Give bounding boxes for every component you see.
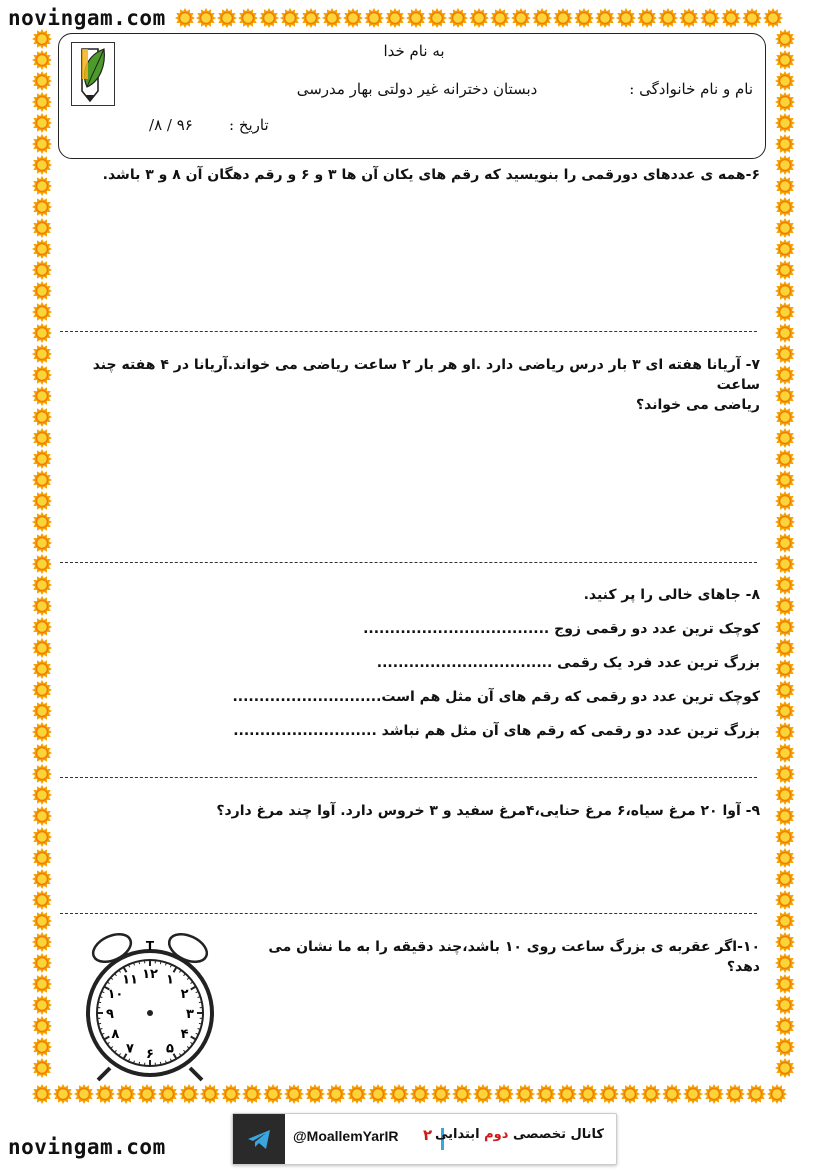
sun-ornament — [32, 617, 52, 637]
sun-ornament — [32, 869, 52, 889]
sun-ornament — [775, 911, 795, 931]
sun-ornament — [32, 197, 52, 217]
sun-ornament — [775, 785, 795, 805]
sun-ornament — [263, 1084, 283, 1104]
sun-ornament — [775, 974, 795, 994]
sun-ornament — [32, 575, 52, 595]
sun-ornament — [32, 1058, 52, 1078]
sun-ornament — [326, 1084, 346, 1104]
channel-handle[interactable]: @MoallemYarIR — [293, 1128, 399, 1144]
sun-ornament — [775, 365, 795, 385]
header-box — [58, 33, 766, 159]
date-label: تاریخ : — [229, 116, 269, 134]
sun-ornament — [775, 113, 795, 133]
sun-ornament — [179, 1084, 199, 1104]
watermark-top: novingam.com — [8, 6, 166, 30]
sun-ornament — [343, 8, 363, 28]
separator — [60, 913, 757, 914]
sun-ornament — [775, 218, 795, 238]
sun-ornament — [32, 218, 52, 238]
sun-ornament — [385, 8, 405, 28]
sun-ornament — [116, 1084, 136, 1104]
sun-ornament — [32, 449, 52, 469]
sun-ornament — [775, 953, 795, 973]
sun-ornament — [775, 449, 795, 469]
sun-ornament — [158, 1084, 178, 1104]
sun-ornament — [775, 596, 795, 616]
sun-ornament — [32, 386, 52, 406]
sun-ornament — [725, 1084, 745, 1104]
sun-ornament — [364, 8, 384, 28]
sun-ornament — [662, 1084, 682, 1104]
clock-numeral: ۴ — [180, 1027, 189, 1042]
sun-ornament — [641, 1084, 661, 1104]
sun-ornament — [775, 134, 795, 154]
sun-ornament — [32, 302, 52, 322]
sun-ornament — [32, 890, 52, 910]
sun-ornament — [32, 1037, 52, 1057]
sun-ornament — [763, 8, 783, 28]
telegram-button[interactable] — [233, 1114, 285, 1164]
sun-ornament — [679, 8, 699, 28]
sun-ornament — [74, 1084, 94, 1104]
sun-ornament — [775, 407, 795, 427]
sun-ornament — [259, 8, 279, 28]
sun-ornament — [32, 50, 52, 70]
sun-ornament — [511, 8, 531, 28]
sun-ornament — [32, 533, 52, 553]
sun-ornament — [32, 659, 52, 679]
sun-ornament — [775, 743, 795, 763]
sun-ornament — [700, 8, 720, 28]
sun-ornament — [775, 659, 795, 679]
sun-ornament — [616, 8, 636, 28]
sun-ornament — [32, 932, 52, 952]
sun-ornament — [368, 1084, 388, 1104]
sun-ornament — [775, 491, 795, 511]
sun-ornament — [95, 1084, 115, 1104]
sun-ornament — [775, 155, 795, 175]
sun-ornament — [137, 1084, 157, 1104]
sun-ornament — [32, 764, 52, 784]
clock-tick — [160, 961, 161, 964]
sun-ornament — [574, 8, 594, 28]
clock-numeral: ۲ — [180, 987, 189, 1002]
sun-ornament — [32, 1016, 52, 1036]
clock-tick — [139, 961, 140, 964]
question-10: ۱۰-اگر عقربه ی بزرگ ساعت روی ۱۰ باشد،چند دقیقه را به ما نشان می دهد؟ — [268, 939, 760, 975]
sun-ornament — [221, 1084, 241, 1104]
sun-ornament — [473, 1084, 493, 1104]
telegram-banner[interactable] — [232, 1113, 617, 1165]
sun-ornament — [775, 869, 795, 889]
sun-ornament — [775, 386, 795, 406]
sun-ornament — [775, 848, 795, 868]
channel-grade: دوم — [484, 1127, 509, 1142]
sun-ornament — [32, 848, 52, 868]
sun-ornament — [775, 995, 795, 1015]
sun-ornament — [599, 1084, 619, 1104]
clock-tick — [98, 1023, 101, 1024]
alarm-clock-icon — [80, 928, 220, 1083]
clock-numeral: ۱ — [166, 972, 174, 988]
sun-ornament — [775, 71, 795, 91]
sun-ornament — [32, 155, 52, 175]
sun-ornament — [32, 92, 52, 112]
sun-ornament — [32, 995, 52, 1015]
clock-numeral: ۶ — [146, 1047, 154, 1062]
sun-ornament — [32, 722, 52, 742]
sun-ornament — [32, 953, 52, 973]
sun-ornament — [515, 1084, 535, 1104]
clock-tick — [98, 1002, 101, 1003]
sun-ornament — [406, 8, 426, 28]
sun-ornament — [595, 8, 615, 28]
sun-ornament — [448, 8, 468, 28]
sun-ornament — [775, 1058, 795, 1078]
sun-ornament — [196, 8, 216, 28]
clock-top-label: T — [145, 939, 155, 953]
sun-ornament — [32, 554, 52, 574]
question-8-title: ۸- جاهای خالی را پر کنید. — [583, 587, 760, 603]
pencil-leaf-icon — [72, 43, 114, 105]
sun-ornament — [658, 8, 678, 28]
sun-ornament — [53, 1084, 73, 1104]
clock-numeral: ۵ — [166, 1041, 174, 1057]
clock-tick — [199, 1002, 202, 1003]
sun-ornament — [280, 8, 300, 28]
sun-ornament — [775, 575, 795, 595]
sun-ornament — [284, 1084, 304, 1104]
clock-numeral: ۸ — [111, 1027, 120, 1042]
sun-ornament — [494, 1084, 514, 1104]
school-name: دبستان دخترانه غیر دولتی بهار مدرسی — [296, 80, 538, 98]
question-6: ۶-همه ی عددهای دورقمی را بنویسید که رقم های یکان آن ها ۳ و ۶ و رقم دهگان آن ۸ و ۳ باشد. — [102, 167, 760, 183]
sun-ornament — [32, 785, 52, 805]
channel-badge: ۲ — [423, 1126, 433, 1144]
sun-ornament — [32, 134, 52, 154]
sun-ornament — [490, 8, 510, 28]
question-9: ۹- آوا ۲۰ مرغ سیاه،۶ مرغ حنایی،۴مرغ سفید و ۳ خروس دارد. آوا چند مرغ دارد؟ — [216, 803, 760, 819]
separator — [60, 331, 757, 332]
sun-ornament — [775, 239, 795, 259]
sun-ornament — [32, 470, 52, 490]
sun-ornament — [200, 1084, 220, 1104]
sun-ornament — [775, 197, 795, 217]
sun-ornament — [427, 8, 447, 28]
sun-ornament — [32, 974, 52, 994]
clock-tick — [160, 1062, 161, 1065]
sun-ornament — [217, 8, 237, 28]
sun-ornament — [32, 407, 52, 427]
school-logo — [71, 42, 115, 106]
sun-ornament — [301, 8, 321, 28]
sun-ornament — [637, 8, 657, 28]
separator — [60, 777, 757, 778]
sun-ornament — [775, 890, 795, 910]
question-8-item-2: بزرگ ترین عدد فرد یک رقمی ................................. — [376, 655, 760, 671]
sun-ornament — [775, 302, 795, 322]
sun-ornament — [32, 827, 52, 847]
sun-ornament — [746, 1084, 766, 1104]
sun-ornament — [32, 113, 52, 133]
sun-ornament — [704, 1084, 724, 1104]
date-value: ۹۶ / ۸/ — [149, 116, 193, 134]
question-7-line-2: ریاضی می خواند؟ — [636, 397, 760, 413]
sun-ornament — [32, 512, 52, 532]
sun-ornament — [322, 8, 342, 28]
separator — [60, 562, 757, 563]
sun-ornament — [557, 1084, 577, 1104]
sun-ornament — [469, 8, 489, 28]
sun-ornament — [775, 1037, 795, 1057]
sun-ornament — [578, 1084, 598, 1104]
sun-ornament — [32, 260, 52, 280]
clock-numeral: ۱۲ — [142, 967, 158, 982]
sun-ornament — [742, 8, 762, 28]
question-8-item-4: بزرگ ترین عدد دو رقمی که رقم های آن مثل هم نباشد ........................... — [233, 723, 760, 739]
clock-numeral: ۷ — [126, 1041, 134, 1057]
sun-ornament — [32, 596, 52, 616]
sun-ornament — [775, 50, 795, 70]
sun-ornament — [32, 806, 52, 826]
sun-ornament — [32, 743, 52, 763]
sun-ornament — [721, 8, 741, 28]
sun-ornament — [32, 428, 52, 448]
sun-ornament — [32, 29, 52, 49]
sun-ornament — [347, 1084, 367, 1104]
name-label: نام و نام خانوادگی : — [629, 80, 753, 98]
question-7-line-1: ۷- آریانا هفته ای ۳ بار درس ریاضی دارد .او هر بار ۲ ساعت ریاضی می خواند.آریانا در ۴ هفته چند ساعت — [92, 357, 760, 393]
sun-ornament — [775, 1016, 795, 1036]
sun-ornament — [175, 8, 195, 28]
basmala: به نام خدا — [383, 42, 445, 60]
sun-ornament — [775, 470, 795, 490]
sun-ornament — [775, 554, 795, 574]
channel-suffix: ابتدایی — [434, 1127, 480, 1142]
sun-ornament — [775, 701, 795, 721]
sun-ornament — [32, 638, 52, 658]
clock-tick — [139, 1062, 140, 1065]
clock-numeral: ۳ — [186, 1007, 194, 1022]
sun-ornament — [32, 911, 52, 931]
sun-ornament — [775, 638, 795, 658]
sun-ornament — [775, 827, 795, 847]
sun-ornament — [553, 8, 573, 28]
sun-ornament — [775, 512, 795, 532]
channel-prefix: کانال تخصصی — [512, 1127, 604, 1142]
sun-ornament — [683, 1084, 703, 1104]
sun-ornament — [775, 260, 795, 280]
sun-ornament — [431, 1084, 451, 1104]
clock-tick — [199, 1023, 202, 1024]
clock-numeral: ۹ — [106, 1007, 114, 1022]
sun-ornament — [775, 92, 795, 112]
sun-ornament — [775, 764, 795, 784]
sun-ornament — [775, 428, 795, 448]
sun-ornament — [620, 1084, 640, 1104]
clock-numeral: ۱۱ — [122, 972, 138, 988]
sun-ornament — [32, 491, 52, 511]
question-8-item-3: کوچک ترین عدد دو رقمی که رقم های آن مثل هم است............................ — [232, 689, 760, 705]
sun-ornament — [775, 344, 795, 364]
sun-ornament — [32, 323, 52, 343]
sun-ornament — [775, 29, 795, 49]
sun-ornament — [775, 176, 795, 196]
sun-ornament — [238, 8, 258, 28]
sun-ornament — [775, 617, 795, 637]
sun-ornament — [410, 1084, 430, 1104]
sun-ornament — [775, 806, 795, 826]
sun-ornament — [32, 680, 52, 700]
sun-ornament — [775, 932, 795, 952]
question-8-item-1: کوچک ترین عدد دو رقمی زوج ................................... — [363, 621, 760, 637]
watermark-bottom: novingam.com — [8, 1135, 166, 1159]
sun-ornament — [452, 1084, 472, 1104]
sun-ornament — [32, 344, 52, 364]
sun-ornament — [32, 176, 52, 196]
channel-title — [435, 1127, 604, 1142]
telegram-icon — [233, 1114, 285, 1164]
sun-ornament — [242, 1084, 262, 1104]
sun-ornament — [305, 1084, 325, 1104]
sun-ornament — [32, 1084, 52, 1104]
sun-ornament — [532, 8, 552, 28]
sun-ornament — [775, 323, 795, 343]
sun-ornament — [32, 365, 52, 385]
sun-ornament — [775, 281, 795, 301]
sun-ornament — [775, 533, 795, 553]
sun-ornament — [775, 722, 795, 742]
clock-numeral: ۱۰ — [107, 987, 124, 1002]
sun-ornament — [536, 1084, 556, 1104]
sun-ornament — [32, 281, 52, 301]
sun-ornament — [389, 1084, 409, 1104]
sun-ornament — [767, 1084, 787, 1104]
sun-ornament — [775, 680, 795, 700]
sun-ornament — [32, 71, 52, 91]
sun-ornament — [32, 701, 52, 721]
sun-ornament — [32, 239, 52, 259]
